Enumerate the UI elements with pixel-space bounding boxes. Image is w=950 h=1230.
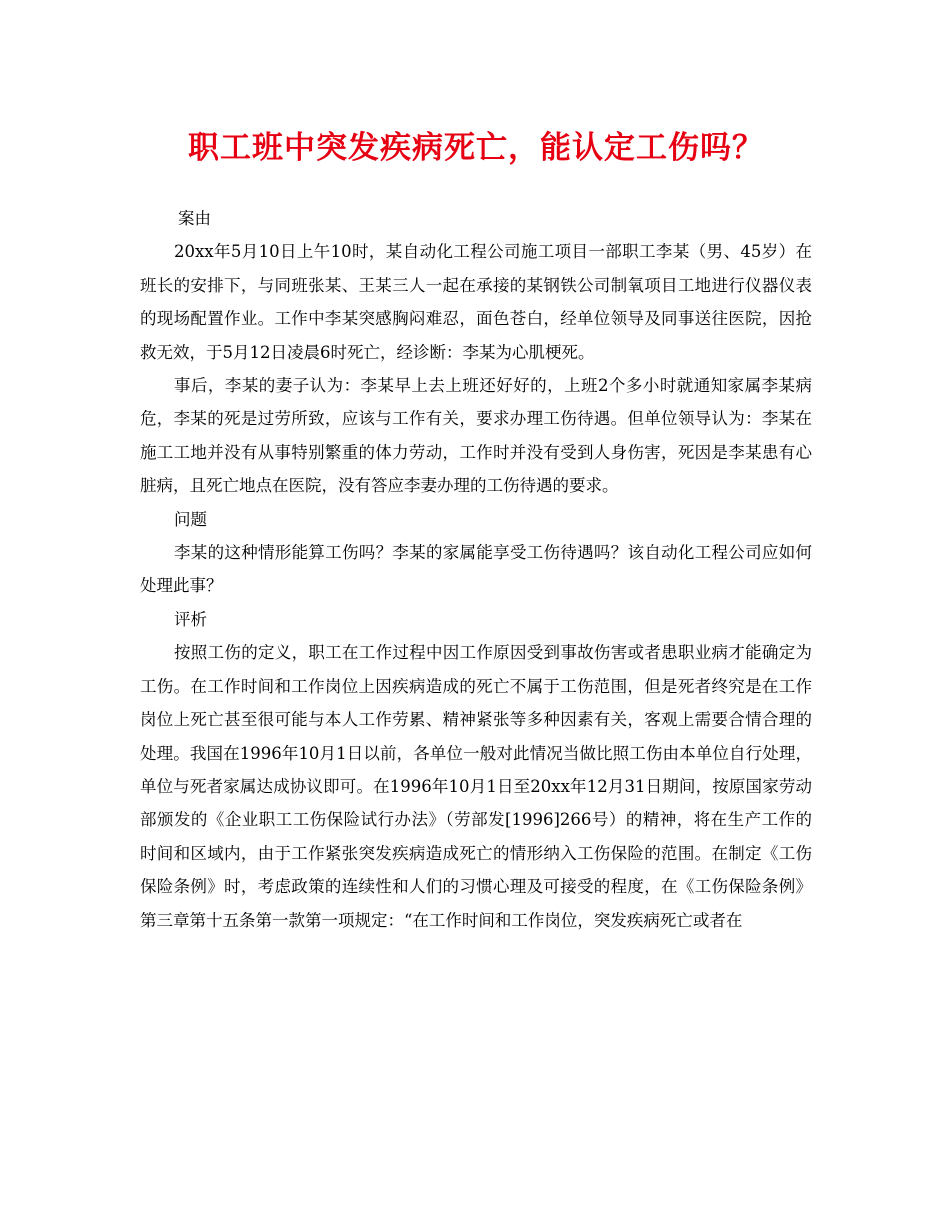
paragraph-analysis-1: 按照工伤的定义，职工在工作过程中因工作原因受到事故伤害或者患职业病才能确定为工伤。在工作时间和工作岗位上因疾病造成的死亡不属于工伤范围，但是死者终究是在工作岗位上死亡甚至很可能与本人工作劳累、精神紧张等多种因素有关，客观上需要合情合理的处理。我国在1996年10月1日以前，各单位一般对此情况当做比照工伤由本单位自行处理，单位与死者家属达成协议即可。在1996年10月1日至20xx年12月31日期间，按原国家劳动部颁发的《企业职工工伤保险试行办法》（劳部发[1996]266号）的精神，将在生产工作的时间和区域内，由于工作紧张突发疾病造成死亡的情形纳入工伤保险的范围。在制定《工伤保险条例》时，考虑政策的连续性和人们的习惯心理及可接受的程度，在《工伤保险条例》第三章第十五条第一款第一项规定：“在工作时间和工作岗位，突发疾病死亡或者在 — [140, 643, 812, 930]
document-body — [140, 202, 812, 937]
document-page — [140, 126, 812, 937]
section-heading-case: 案由 — [178, 209, 211, 228]
paragraph-question-1: 李某的这种情形能算工伤吗？李某的家属能享受工伤待遇吗？该自动化工程公司应如何处理此事？ — [140, 543, 812, 596]
section-heading-analysis: 评析 — [174, 609, 207, 629]
paragraph-case-1: 20xx年5月10日上午10时，某自动化工程公司施工项目一部职工李某（男、45岁）在班长的安排下，与同班张某、王某三人一起在承接的某钢铁公司制氧项目工地进行仪器仪表的现场配置作业。工作中李某突感胸闷难忍，面色苍白，经单位领导及同事送往医院，因抢救无效，于5月12日凌晨6时死亡，经诊断：李某为心肌梗死。 — [140, 242, 812, 362]
paragraph-case-2: 事后，李某的妻子认为：李某早上去上班还好好的，上班2个多小时就通知家属李某病危，李某的死是过劳所致，应该与工作有关，要求办理工伤待遇。但单位领导认为：李某在施工工地并没有从事特别繁重的体力劳动，工作时并没有受到人身伤害，死因是李某患有心脏病，且死亡地点在医院，没有答应李妻办理的工伤待遇的要求。 — [140, 376, 812, 496]
section-heading-question: 问题 — [174, 509, 207, 529]
document-title: 职工班中突发疾病死亡，能认定工伤吗？ — [188, 130, 764, 166]
